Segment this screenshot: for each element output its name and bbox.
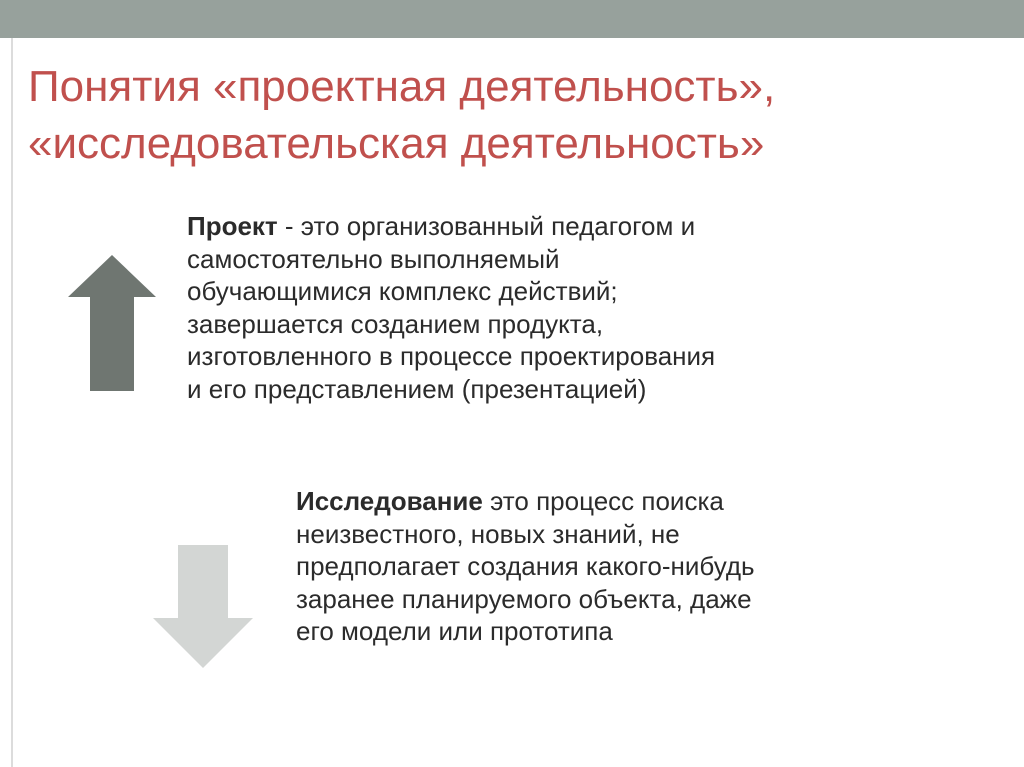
project-definition-line-1 (187, 210, 887, 243)
research-definition-line-2: неизвестного, новых знаний, не (296, 518, 680, 549)
project-definition-line-4: завершается созданием продукта, (187, 308, 604, 339)
project-definition-line-6: и его представлением (презентацией) (187, 373, 647, 404)
research-definition-line-3: предполагает создания какого-нибудь (296, 551, 755, 581)
project-definition-line-5: изготовленного в процессе проектирования (187, 341, 716, 371)
research-definition (296, 485, 916, 648)
project-definition-line-3: обучающимися комплекс действий; (187, 276, 618, 306)
left-rule (11, 38, 13, 767)
top-accent-bar (0, 0, 1024, 38)
research-definition-line-1-text: это процесс поиска (482, 486, 724, 516)
research-term: Исследование (296, 486, 483, 516)
project-definition-line-1-text: - это организованный педагогом и (277, 211, 696, 241)
project-definition-line-2: самостоятельно выполняемый (187, 243, 560, 274)
project-term: Проект (187, 211, 278, 241)
project-definition (187, 210, 887, 405)
arrow-up-icon (68, 255, 156, 391)
arrow-down-icon (153, 545, 253, 668)
slide-title-line-1: Понятия «проектная деятельность», (28, 62, 776, 111)
slide-title-line-2: «исследовательская деятельность» (28, 119, 765, 168)
slide-title (28, 58, 988, 172)
research-definition-line-1 (296, 485, 916, 518)
research-definition-line-4: заранее планируемого объекта, даже (296, 583, 752, 614)
research-definition-line-5: его модели или прототипа (296, 616, 613, 646)
